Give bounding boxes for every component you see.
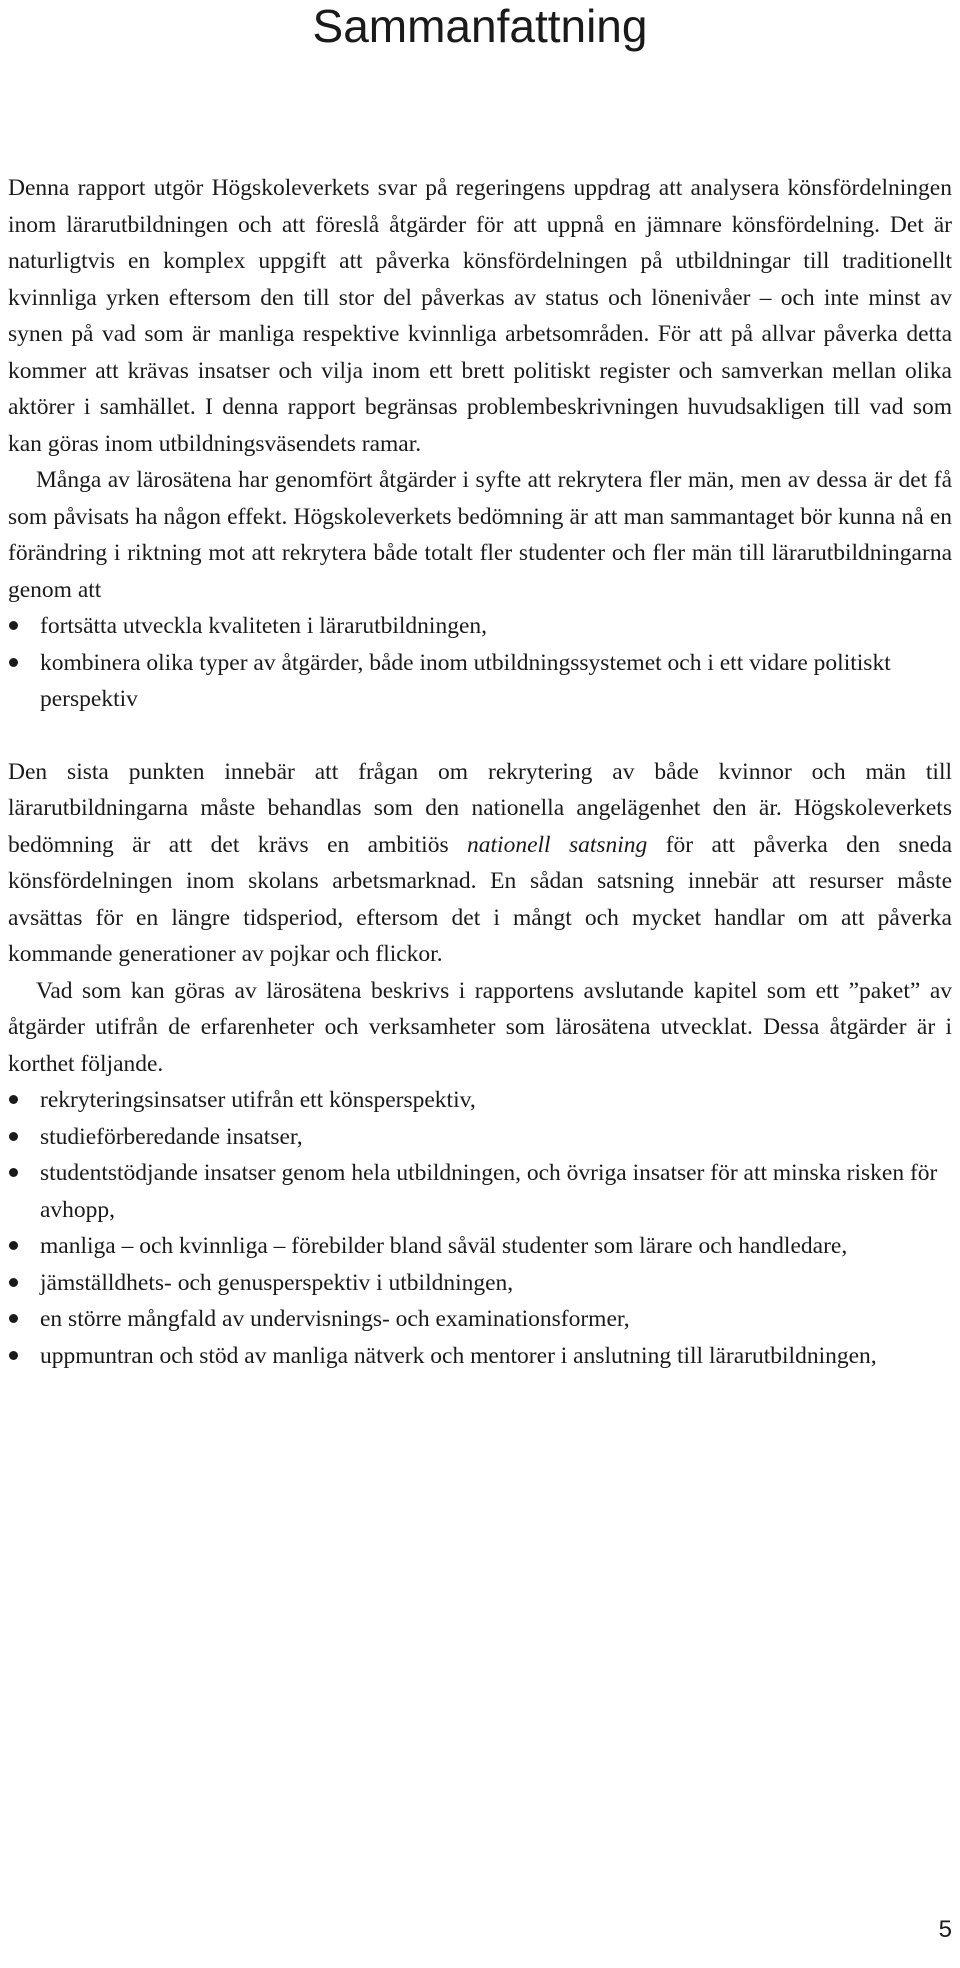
list-item-text: kombinera olika typer av åtgärder, både inom utbildningssystemet och i ett vidare politiskt perspektiv [40,649,891,712]
paragraph-package: Vad som kan göras av lärosätena beskrivs i rapportens avslutande kapitel som ett ”paket” av åtgärder utifrån de erfarenheter och verksamheter som lärosätena utvecklat. Dessa åtgärder är i korthet följande. [8,977,952,1077]
emphasis-text: nationell satsning [467,831,648,858]
list-item [8,1338,952,1375]
list-item [8,1301,952,1338]
bullet-icon [9,1278,18,1287]
list-item [8,1082,952,1119]
list-item-text: studieförberedande insatser, [40,1123,303,1150]
bullet-icon [9,1132,18,1141]
document-body [8,170,952,1374]
paragraph-text: för att påverka den sneda könsfördelningen inom skolans arbetsmarknad. En sådan satsning innebär att resurser måste avsättas för en längre tidsperiod, eftersom det i mångt och mycket handlar om att påverka kommande generationer av pojkar och flickor. [8,831,952,967]
list-item-text: rekryteringsinsatser utifrån ett könsperspektiv, [40,1087,476,1113]
page-number: 5 [938,1916,952,1943]
list-item [8,1265,952,1302]
bullet-icon [9,1314,18,1323]
bullet-list-measures [8,608,952,718]
list-item [8,608,952,645]
paragraph-text: Den sista punkten innebär att frågan om rekrytering av både kvinnor och män till lärarutbildningarna måste behandlas som den nationella angelägenhet den är. Högskoleverkets bedömning är att det krävs en ambitiös [8,758,952,858]
list-item-text: fortsätta utveckla kvaliteten i lärarutbildningen, [40,613,487,639]
list-item [8,1119,952,1156]
list-item [8,1155,952,1228]
list-item-text: manliga – och kvinnliga – förebilder bland såväl studenter som lärare och handledare, [40,1233,848,1259]
bullet-icon [9,1095,18,1104]
paragraph-national-effort [8,754,952,973]
bullet-icon [9,658,18,667]
bullet-list-package [8,1082,952,1374]
bullet-icon [9,1351,18,1360]
list-item-text: uppmuntran och stöd av manliga nätverk och mentorer i anslutning till lärarutbildningen, [40,1342,877,1369]
list-item-text: studentstödjande insatser genom hela utbildningen, och övriga insatser för att minska risken för avhopp, [40,1160,938,1223]
bullet-icon [9,621,18,630]
page-title: Sammanfattning [312,0,648,52]
bullet-icon [9,1241,18,1250]
paragraph-assessment: Många av lärosätena har genomfört åtgärder i syfte att rekrytera fler män, men av dessa är det få som påvisats ha någon effekt. Högskoleverkets bedömning är att man sammantaget bör kunna nå en förändring i riktning mot att rekrytera både totalt fler studenter och fler män till lärarutbildningarna genom att [8,467,952,603]
list-item [8,1228,952,1265]
paragraph-intro: Denna rapport utgör Högskoleverkets svar på regeringens uppdrag att analysera könsfördelningen inom lärarutbildningen och att föreslå åtgärder för att uppnå en jämnare könsfördelning. Det är naturligtvis en komplex uppgift att påverka könsfördelningen på utbildningar till traditionellt kvinnliga yrken eftersom den till stor del påverkas av status och lönenivåer – och inte minst av synen på vad som är manliga respektive kvinnliga arbetsområden. För att på allvar påverka detta kommer att krävas insatser och vilja inom ett brett politiskt register och samverkan mellan olika aktörer i samhället. I denna rapport begränsas problembeskrivningen huvudsakligen till vad som kan göras inom utbildningsväsendets ramar. [8,175,952,457]
list-item-text: en större mångfald av undervisnings- och examinationsformer, [40,1306,630,1332]
list-item [8,645,952,718]
list-item-text: jämställdhets- och genusperspektiv i utbildningen, [40,1269,514,1296]
bullet-icon [9,1168,18,1177]
